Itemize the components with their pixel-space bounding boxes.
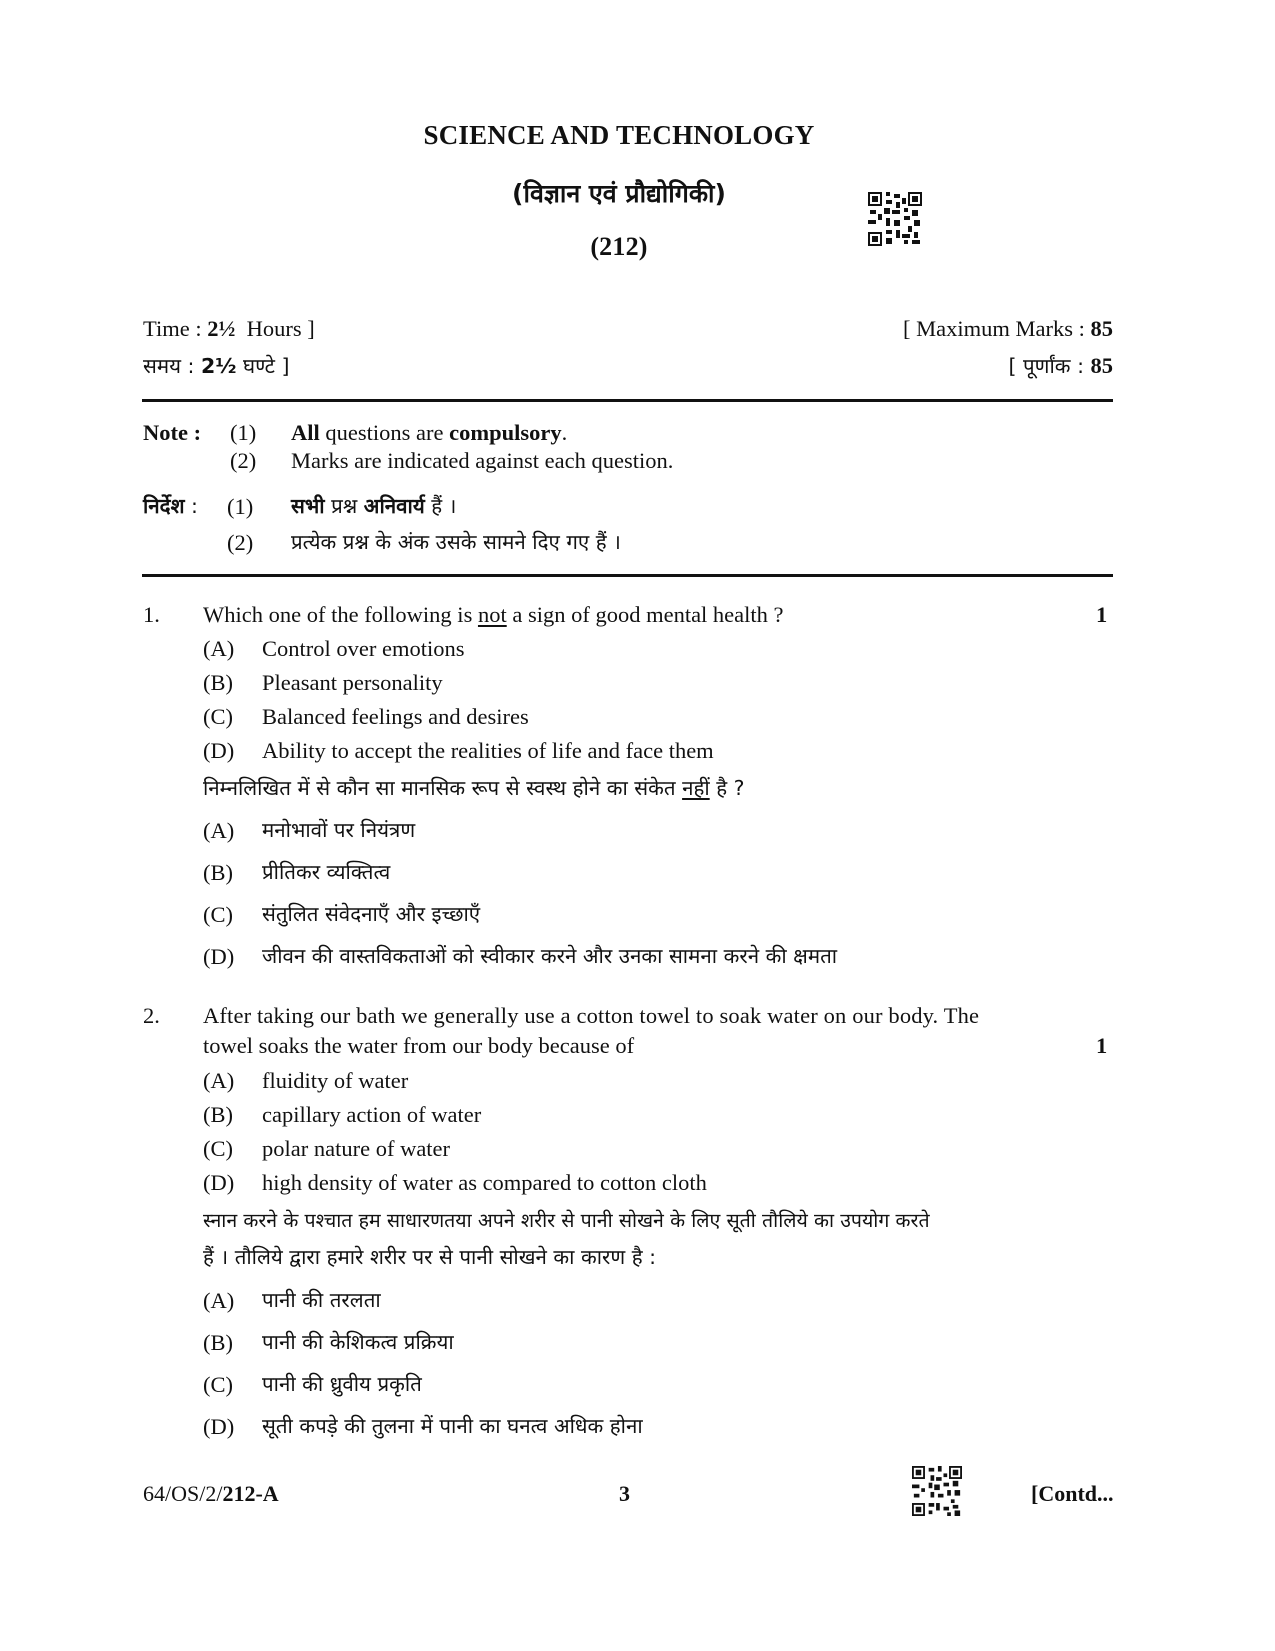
paper-code: 64/OS/2/212-A bbox=[143, 1481, 279, 1506]
option-label-hindi: (C) bbox=[203, 902, 233, 927]
note-item-hindi: प्रत्येक प्रश्न के अंक उसके सामने दिए गए हैं । bbox=[291, 530, 621, 554]
question-text-hindi: हैं । तौलिये द्वारा हमारे शरीर पर से पानी सोखने का कारण है : bbox=[203, 1245, 657, 1269]
divider-notes bbox=[142, 574, 1113, 577]
option-text: Pleasant personality bbox=[262, 670, 443, 695]
option-text: Balanced feelings and desires bbox=[262, 704, 529, 729]
option-label-hindi: (B) bbox=[203, 860, 233, 885]
option-text: high density of water as compared to cotton cloth bbox=[262, 1170, 707, 1195]
qr-code-icon bbox=[912, 1466, 962, 1516]
maximum-marks-hindi: [ पूर्णांक : 85 bbox=[1008, 353, 1113, 378]
option-label: (C) bbox=[203, 1136, 233, 1161]
qr-code-icon bbox=[868, 192, 922, 246]
maximum-marks: [ Maximum Marks : 85 bbox=[903, 316, 1113, 341]
note-item: All questions are compulsory. bbox=[291, 420, 568, 445]
note-label: Note : bbox=[143, 420, 202, 445]
question-text-hindi: निम्नलिखित में से कौन सा मानसिक रूप से स्वस्थ होने का संकेत नहीं है ? bbox=[203, 776, 745, 800]
divider-top bbox=[142, 399, 1113, 402]
option-text-hindi: पानी की तरलता bbox=[262, 1288, 381, 1312]
option-label-hindi: (D) bbox=[203, 1414, 235, 1439]
exam-title: SCIENCE AND TECHNOLOGY bbox=[423, 120, 815, 150]
option-label: (B) bbox=[203, 670, 233, 695]
option-text-hindi: सूती कपड़े की तुलना में पानी का घनत्व अधिक होना bbox=[262, 1414, 643, 1438]
page-number: 3 bbox=[619, 1481, 630, 1506]
question-number: 1. bbox=[143, 602, 160, 627]
option-label-hindi: (C) bbox=[203, 1372, 233, 1397]
exam-title-hindi: (विज्ञान एवं प्रौद्योगिकी) bbox=[512, 179, 726, 208]
option-label-hindi: (A) bbox=[203, 1288, 235, 1313]
option-text: capillary action of water bbox=[262, 1102, 482, 1127]
option-text-hindi: मनोभावों पर नियंत्रण bbox=[262, 818, 416, 842]
note-item: Marks are indicated against each question. bbox=[291, 448, 674, 473]
option-label: (C) bbox=[203, 704, 233, 729]
option-text: Ability to accept the realities of life and face them bbox=[262, 738, 714, 763]
option-label-hindi: (D) bbox=[203, 944, 235, 969]
question-number: 2. bbox=[143, 1003, 160, 1028]
option-text: Control over emotions bbox=[262, 636, 465, 661]
option-label-hindi: (A) bbox=[203, 818, 235, 843]
note-number-hindi: (2) bbox=[227, 530, 254, 555]
note-number: (2) bbox=[230, 448, 257, 473]
time-allowed: Time : 2½ Hours ] bbox=[143, 316, 315, 341]
question-marks: 1 bbox=[1096, 602, 1108, 627]
option-text: polar nature of water bbox=[262, 1136, 451, 1161]
note-item-hindi: सभी प्रश्न अनिवार्य हैं । bbox=[291, 494, 457, 518]
subject-code: (212) bbox=[590, 232, 648, 261]
option-text: fluidity of water bbox=[262, 1068, 409, 1093]
option-text-hindi: जीवन की वास्तविकताओं को स्वीकार करने और उनका सामना करने की क्षमता bbox=[262, 944, 838, 968]
option-text-hindi: पानी की केशिकत्व प्रक्रिया bbox=[262, 1330, 454, 1354]
option-label-hindi: (B) bbox=[203, 1330, 233, 1355]
time-allowed-hindi: समय : 2½ घण्टे ] bbox=[143, 354, 290, 378]
option-label: (D) bbox=[203, 738, 235, 763]
question-text: Which one of the following is not a sign of good mental health ? bbox=[203, 602, 784, 627]
note-number: (1) bbox=[230, 420, 257, 445]
note-label-hindi: निर्देश : bbox=[143, 494, 198, 518]
option-text-hindi: संतुलित संवेदनाएँ और इच्छाएँ bbox=[262, 902, 481, 926]
question-text: After taking our bath we generally use a cotton towel to soak water on our body. The bbox=[203, 1003, 980, 1028]
question-marks: 1 bbox=[1096, 1033, 1108, 1058]
option-label: (B) bbox=[203, 1102, 233, 1127]
option-text-hindi: प्रीतिकर व्यक्तित्व bbox=[262, 860, 391, 884]
option-text-hindi: पानी की ध्रुवीय प्रकृति bbox=[262, 1372, 422, 1396]
option-label: (A) bbox=[203, 1068, 235, 1093]
option-label: (D) bbox=[203, 1170, 235, 1195]
continued-marker: [Contd... bbox=[1031, 1481, 1114, 1506]
option-label: (A) bbox=[203, 636, 235, 661]
question-text-hindi: स्नान करने के पश्चात हम साधारणतया अपने शरीर से पानी सोखने के लिए सूती तौलिये का उपयोग करते bbox=[203, 1209, 930, 1232]
note-number-hindi: (1) bbox=[227, 494, 254, 519]
question-text: towel soaks the water from our body because of bbox=[203, 1033, 635, 1058]
